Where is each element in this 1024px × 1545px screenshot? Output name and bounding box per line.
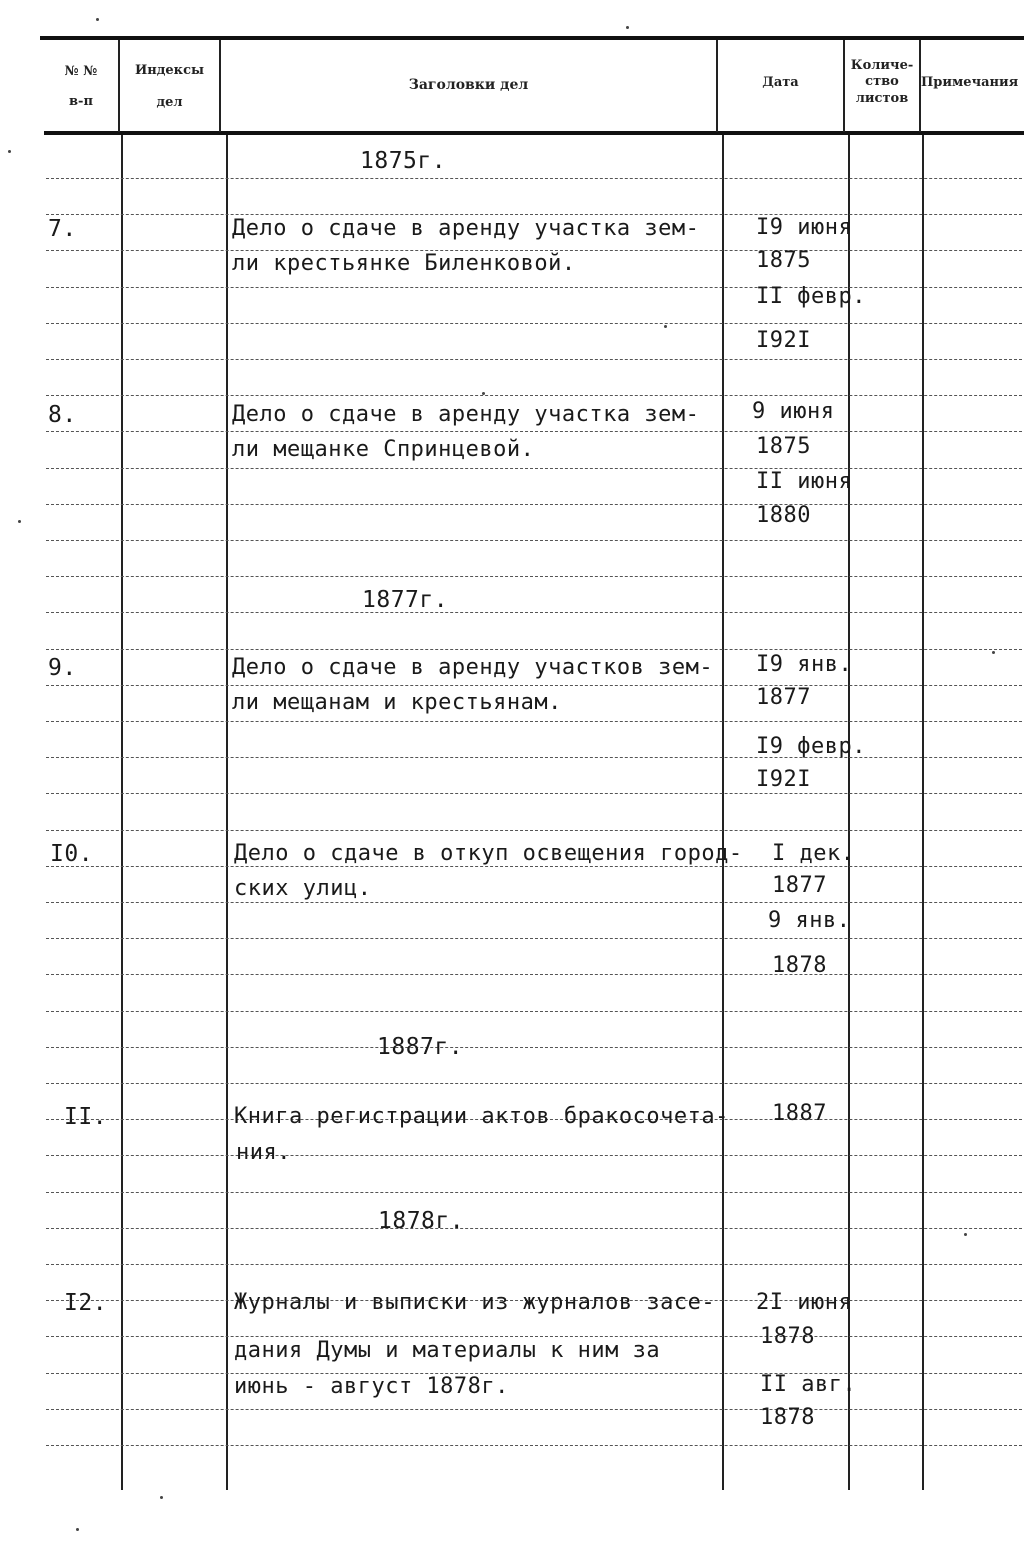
- entry-date-line: 1878: [772, 953, 827, 978]
- entry-title-line: Книга регистрации актов бракосочета-: [234, 1104, 729, 1129]
- entry-date-line: II июня: [756, 469, 853, 494]
- entry-date-line: I9 июня: [756, 215, 853, 240]
- ruled-line: [46, 685, 1022, 686]
- header-sheets-line1: Количе-: [850, 58, 914, 73]
- ruled-line: [46, 793, 1022, 794]
- scan-speck: [992, 651, 995, 654]
- body-divider-1: [121, 135, 123, 1490]
- entry-date-line: II февр.: [756, 284, 866, 309]
- header-num-line2: в-п: [69, 94, 93, 110]
- ruled-line: [46, 721, 1022, 722]
- header-date-col: Дата: [762, 75, 799, 90]
- scan-speck: [8, 150, 11, 153]
- ruled-line: [46, 431, 1022, 432]
- entry-date-line: 1878: [760, 1324, 815, 1349]
- entry-number: 8.: [48, 402, 77, 428]
- entry-title-line: июнь - август 1878г.: [234, 1374, 509, 1399]
- ruled-line: [46, 468, 1022, 469]
- entry-title-line: ния.: [236, 1140, 291, 1165]
- ruled-line: [46, 178, 1022, 179]
- ruled-line: [46, 540, 1022, 541]
- header-bottom-rule: [44, 131, 1024, 135]
- entry-date-line: 1887: [772, 1101, 827, 1126]
- ruled-line: [46, 938, 1022, 939]
- scan-speck: [964, 1233, 967, 1236]
- ruled-line: [46, 323, 1022, 324]
- ruled-line: [46, 866, 1022, 867]
- ruled-line: [46, 830, 1022, 831]
- entry-title-line: ли мещанам и крестьянам.: [232, 690, 562, 715]
- scan-speck: [76, 1528, 79, 1531]
- entry-title-line: Дело о сдаче в аренду участка зем-: [232, 402, 700, 427]
- entry-date-line: 1880: [756, 503, 811, 528]
- header-num-line1: № №: [64, 64, 98, 79]
- entry-number: II.: [64, 1104, 108, 1130]
- ruled-line: [46, 902, 1022, 903]
- scan-speck: [482, 392, 485, 395]
- ruled-line: [46, 1047, 1022, 1048]
- entry-number: I0.: [50, 841, 94, 867]
- header-num-col: [44, 64, 118, 111]
- entry-date-line: 2I июня: [756, 1290, 853, 1315]
- body-divider-3: [722, 135, 724, 1490]
- header-index-col: [120, 63, 219, 112]
- entry-title-line: Журналы и выписки из журналов засе-: [234, 1290, 716, 1315]
- entry-title-line: ли крестьянке Биленковой.: [232, 251, 576, 276]
- scan-speck: [626, 26, 629, 29]
- entry-date-line: I92I: [756, 767, 811, 792]
- ruled-line: [46, 1011, 1022, 1012]
- ruled-line: [46, 576, 1022, 577]
- ruled-line: [46, 649, 1022, 650]
- entry-title-line: ли мещанке Спринцевой.: [232, 437, 535, 462]
- body-divider-2: [226, 135, 228, 1490]
- header-sheets-col: [845, 58, 919, 107]
- ruled-line: [46, 1336, 1022, 1337]
- entry-number: I2.: [64, 1290, 108, 1316]
- entry-date-line: I9 янв.: [756, 652, 853, 677]
- ruled-line: [46, 504, 1022, 505]
- ruled-line: [46, 214, 1022, 215]
- year-header-1878: 1878г.: [378, 1208, 465, 1234]
- header-title-col: Заголовки дел: [408, 77, 529, 93]
- ruled-line: [46, 1083, 1022, 1084]
- top-rule: [40, 36, 1024, 40]
- body-divider-4: [848, 135, 850, 1490]
- entry-date-line: I9 февр.: [756, 734, 866, 759]
- entry-title-line: Дело о сдаче в аренду участка зем-: [232, 216, 700, 241]
- header-sheets-line3: листов: [855, 90, 909, 106]
- header-index-line1: Индексы: [134, 63, 205, 78]
- ruled-line: [46, 1192, 1022, 1193]
- ruled-line: [46, 1155, 1022, 1156]
- entry-date-line: 1878: [760, 1405, 815, 1430]
- year-header-1877: 1877г.: [362, 587, 449, 613]
- header-notes-col: Примечания: [921, 75, 1019, 90]
- scan-speck: [96, 18, 99, 21]
- header-sheets-line2: ство: [865, 74, 899, 90]
- entry-date-line: 1875: [756, 248, 811, 273]
- ruled-line: [46, 1228, 1022, 1229]
- entry-number: 7.: [48, 216, 77, 242]
- entry-date-line: 9 янв.: [768, 908, 851, 933]
- entry-title-line: дания Думы и материалы к ним за: [234, 1338, 661, 1363]
- ruled-line: [46, 1445, 1022, 1446]
- entry-number: 9.: [48, 655, 77, 681]
- entry-date-line: I дек.: [772, 841, 855, 866]
- entry-date-line: 1877: [756, 685, 811, 710]
- ruled-line: [46, 287, 1022, 288]
- entry-date-line: 1877: [772, 873, 827, 898]
- scan-speck: [160, 1496, 163, 1499]
- ruled-line: [46, 395, 1022, 396]
- ruled-line: [46, 612, 1022, 613]
- ruled-line: [46, 757, 1022, 758]
- ruled-line: [46, 1409, 1022, 1410]
- entry-date-line: II авг.: [760, 1372, 857, 1397]
- ruled-line: [46, 1264, 1022, 1265]
- scan-speck: [18, 520, 21, 523]
- year-header-1887: 1887г.: [377, 1034, 464, 1060]
- entry-title-line: Дело о сдаче в откуп освещения город-: [234, 841, 743, 866]
- year-header-1875: 1875г.: [360, 148, 447, 174]
- body-divider-5: [922, 135, 924, 1490]
- ruled-line: [46, 974, 1022, 975]
- entry-date-line: I92I: [756, 328, 811, 353]
- header-index-line2: дел: [156, 95, 183, 111]
- entry-date-line: 1875: [756, 434, 811, 459]
- scan-speck: [664, 325, 667, 328]
- entry-title-line: ских улиц.: [234, 876, 372, 901]
- ruled-line: [46, 359, 1022, 360]
- entry-date-line: 9 июня: [752, 399, 835, 424]
- entry-title-line: Дело о сдаче в аренду участков зем-: [232, 655, 714, 680]
- ruled-line: [46, 1373, 1022, 1374]
